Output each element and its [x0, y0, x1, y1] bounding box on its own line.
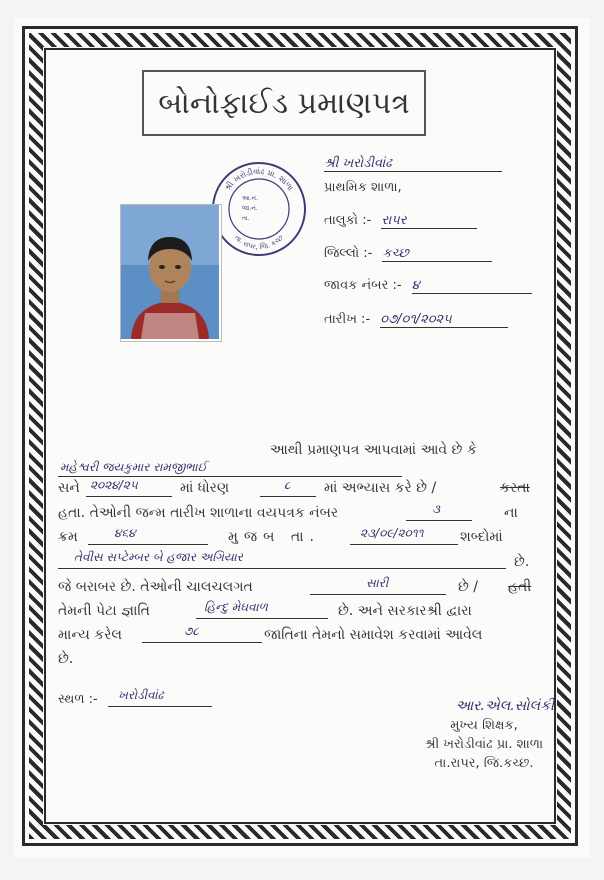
date-field: [324, 312, 508, 328]
school-seal: [210, 160, 308, 258]
serial-no: ૪૬૪: [114, 526, 136, 540]
taluka-value: રાપર: [381, 213, 477, 229]
seal-bottom-text: તા. રાપર, જિ. કચ્છ: [232, 233, 286, 252]
caste-value: હિન્દુ મેઘવાળ: [204, 600, 268, 614]
district-label: જિલ્લો :-: [324, 246, 373, 261]
taluka-field: [324, 213, 477, 229]
line5-suffix: છે.: [514, 554, 530, 570]
caste-code-line: [142, 642, 262, 643]
school-name-handwritten: શ્રી ખરોડીવાંઢ: [324, 156, 502, 172]
line8-prefix: માન્ય કરેલ: [58, 627, 122, 643]
outward-value: ૪: [412, 278, 532, 294]
intro-text: આથી પ્રમાણપત્ર આપવામાં આવે છે કે: [270, 442, 477, 458]
line2-prefix: સને: [58, 480, 80, 496]
line2-mid: માં ધોરણ: [180, 480, 230, 496]
conduct-value: સારી: [366, 576, 389, 590]
place-value: ખરોડીવાંઢ: [118, 688, 164, 702]
outward-field: [324, 278, 532, 294]
school-label: પ્રાથમિક શાળા,: [324, 180, 402, 195]
taluka-label: તાલુકો :-: [324, 213, 372, 228]
birth-date-words: તેવીસ સપ્ટેમ્બર બે હજાર અગિયાર: [74, 550, 243, 564]
birth-date-line: [350, 544, 458, 545]
year-value: ૨૦૨૪/૨૫: [90, 478, 138, 492]
outward-label: જાવક નંબર :-: [324, 278, 402, 293]
signature: આર.એલ.સોલંકી: [455, 698, 554, 714]
line3-suffix: ના: [504, 505, 518, 521]
signer-school: શ્રી ખરોડીવાંઢ પ્રા. શાળા: [424, 737, 544, 752]
seal-line-3: તા.: [242, 215, 250, 222]
birth-words-line: [58, 568, 506, 569]
student-name: મહેશ્વરી જયકુમાર રામજીભાઈ: [60, 460, 207, 474]
certificate-title: બોનોફાઈડ પ્રમાણપત્ર: [142, 70, 426, 136]
seal-ring-text: શ્રી ખરોડીવાંઢ પ્રા. શાળા: [222, 166, 296, 193]
caste-code: ૭૮: [184, 624, 199, 638]
place-line: [108, 706, 212, 707]
line4-suffix: શબ્દોમાં: [460, 529, 503, 545]
signer-title: મુખ્ય શિક્ષક,: [450, 718, 518, 733]
district-field: [324, 246, 492, 262]
line6-struck: હતી: [508, 579, 532, 595]
date-label: તારીખ :-: [324, 312, 371, 327]
line9: છે.: [58, 651, 74, 667]
register-no-line: [406, 520, 472, 521]
certificate-page: [14, 18, 590, 858]
signature-block: [394, 698, 574, 775]
year-line: [86, 496, 172, 497]
line2-struck: કરતા: [500, 480, 530, 496]
line8-suffix: જાતિના તેમનો સમાવેશ કરવામાં આવેલ: [264, 627, 483, 643]
caste-line: [196, 618, 328, 619]
birth-date: ૨૩/૦૯/૨૦૧૧: [360, 526, 424, 540]
district-value: કચ્છ: [382, 246, 492, 262]
svg-text:તા. રાપર, જિ. કચ્છ: [233, 233, 286, 251]
student-name-line: [58, 476, 402, 477]
register-no: ૩: [432, 502, 440, 516]
line3-prefix: હતા. તેઓની જન્મ તારીખ શાળાના વયપત્રક નંબર: [58, 505, 339, 521]
line6-prefix: જે બરાબર છે. તેઓની ચાલચલગત: [58, 579, 253, 595]
conduct-line: [310, 594, 446, 595]
line2-suffix: માં અભ્યાસ કરે છે /: [324, 480, 437, 496]
serial-no-line: [88, 544, 208, 545]
line7-suffix: છે. અને સરકારશ્રી દ્વારા: [338, 603, 472, 619]
student-photo: [120, 204, 222, 342]
standard-line: [260, 496, 316, 497]
seal-line-1: આ.નં.: [242, 195, 258, 202]
date-value: ૦૭/૦૧/૨૦૨૫: [380, 312, 508, 328]
line6-mid: છે /: [458, 579, 478, 595]
line7-prefix: તેમની પેટા જ્ઞાતિ: [58, 603, 150, 619]
signer-address: તા.રાપર, જિ.કચ્છ.: [434, 756, 534, 771]
place-label: સ્થળ :-: [58, 692, 98, 707]
line4-mid: મુજબ તા.: [228, 529, 320, 545]
line4-prefix: ક્રમ: [58, 529, 78, 545]
standard-value: ૮: [284, 478, 291, 492]
seal-line-2: જા.નં.: [242, 205, 258, 212]
